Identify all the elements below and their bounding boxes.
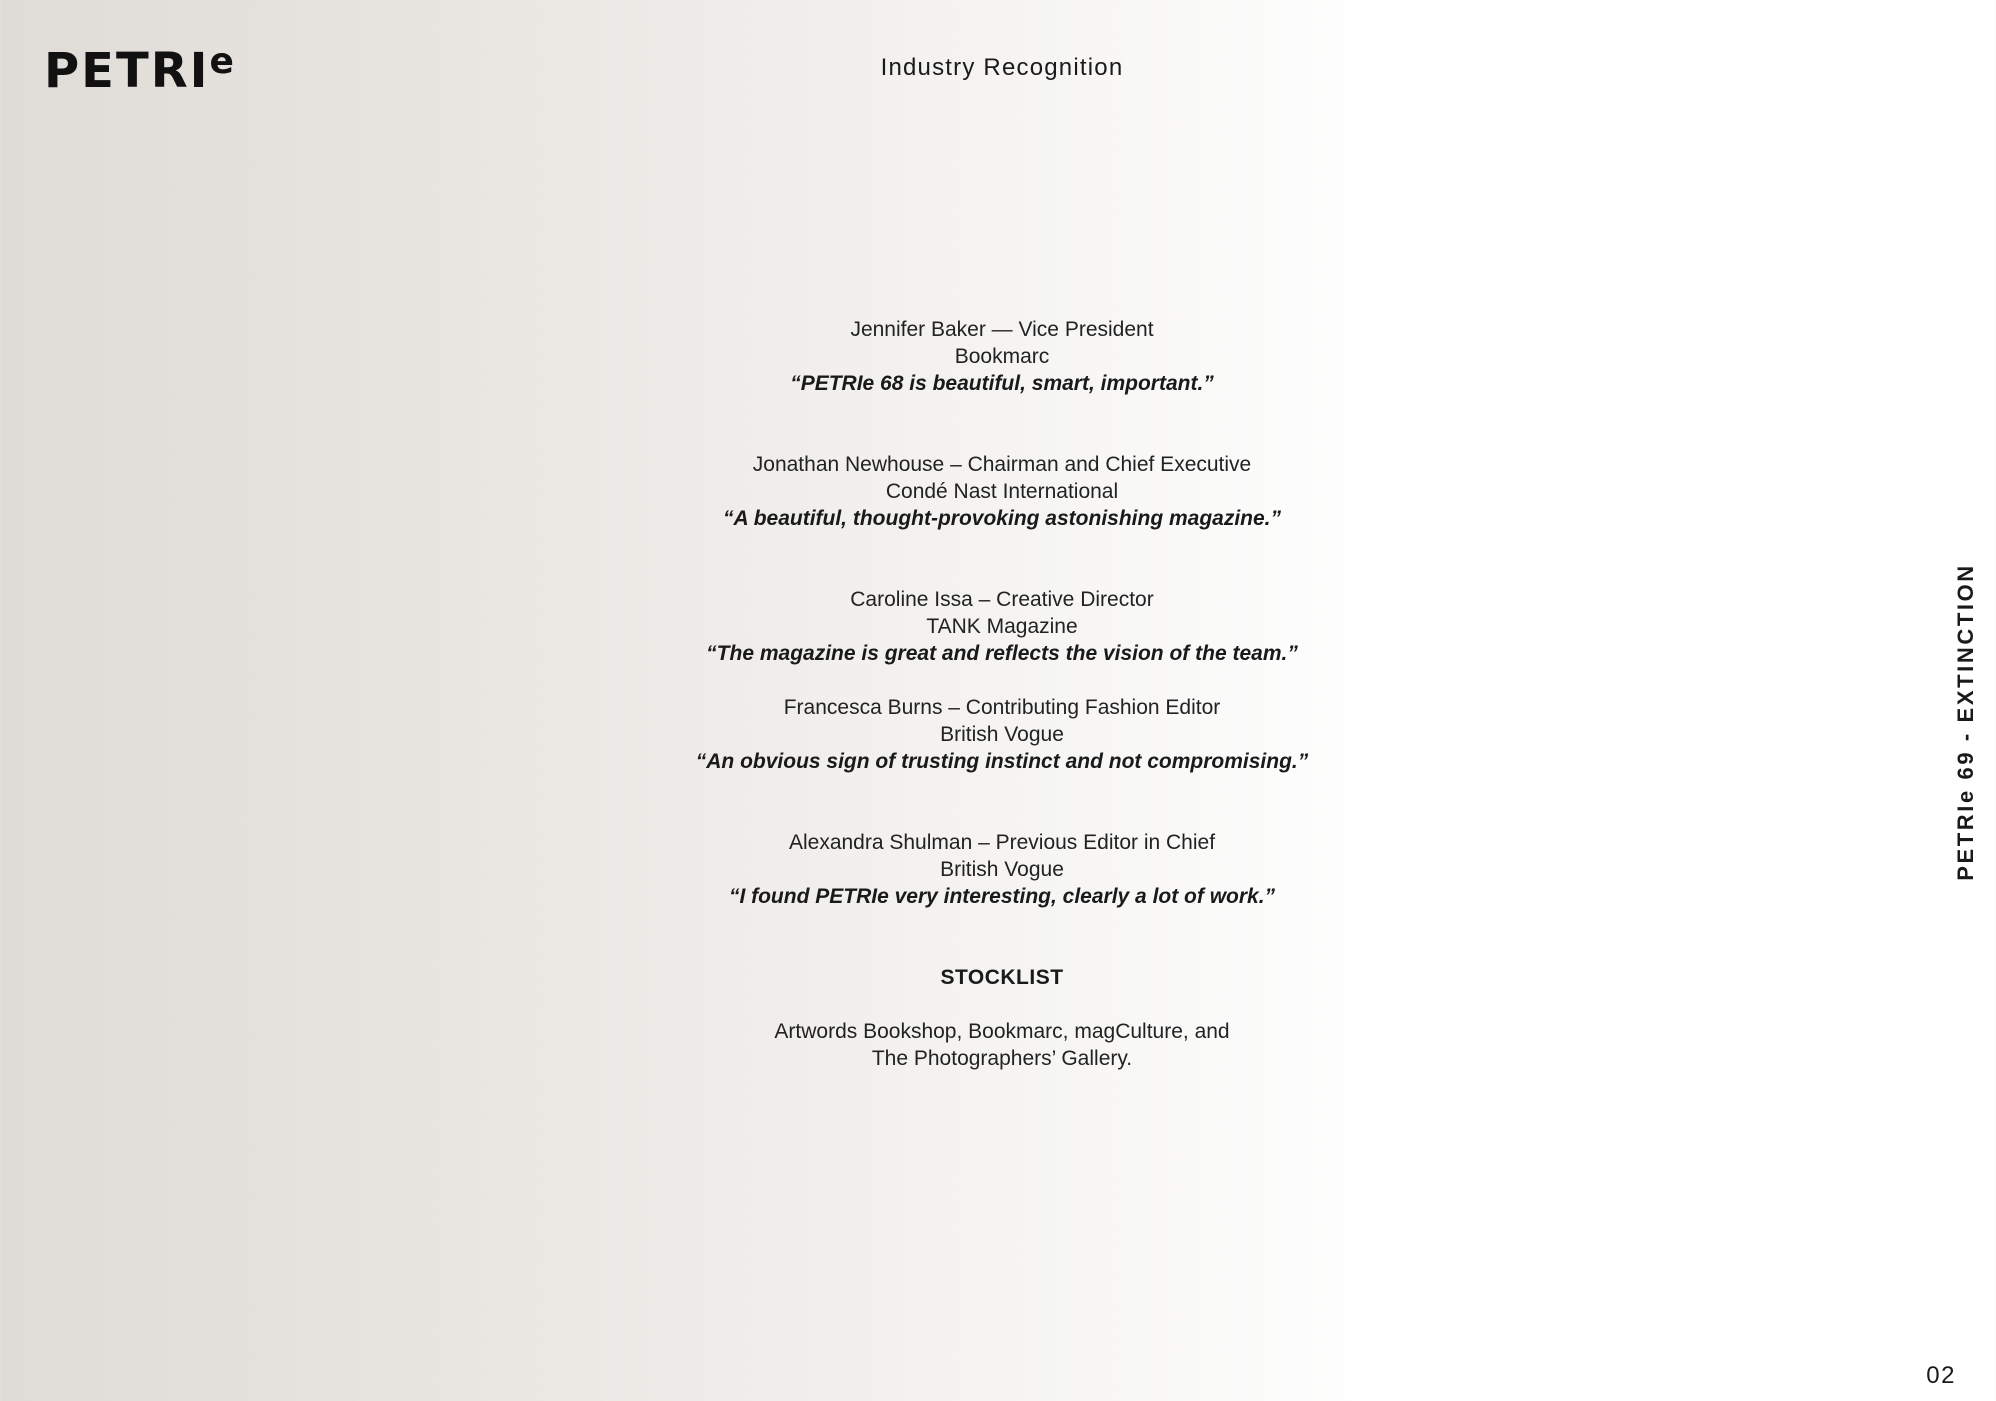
testimonial-organization: TANK Magazine — [926, 615, 1078, 638]
testimonial-name-role: Alexandra Shulman – Previous Editor in Chief — [788, 831, 1216, 854]
testimonial-quote: “A beautiful, thought-provoking astonishing magazine.” — [722, 507, 1282, 530]
logo-superscript: e — [209, 41, 234, 82]
testimonial-quote: “An obvious sign of trusting instinct and not compromising.” — [695, 750, 1309, 773]
testimonial-francesca-burns — [600, 694, 1404, 775]
stocklist-line: The Photographers’ Gallery. — [871, 1047, 1133, 1070]
stocklist-section — [600, 964, 1404, 1072]
testimonial-alexandra-shulman — [600, 829, 1404, 910]
stocklist-line: Artwords Bookshop, Bookmarc, magCulture, and — [774, 1020, 1230, 1043]
testimonial-organization: British Vogue — [940, 723, 1064, 746]
testimonial-name-role: Jonathan Newhouse – Chairman and Chief Executive — [752, 453, 1252, 476]
testimonial-quote: “PETRIe 68 is beautiful, smart, important.” — [790, 372, 1214, 395]
recognition-content — [600, 316, 1404, 1072]
stocklist-heading: STOCKLIST — [940, 966, 1064, 989]
testimonial-name-role: Jennifer Baker — Vice President — [850, 318, 1154, 341]
testimonial-quote: “The magazine is great and reflects the vision of the team.” — [706, 642, 1298, 665]
logo-text: PETRI — [44, 43, 210, 99]
page-title: Industry Recognition — [880, 54, 1124, 81]
testimonial-name-role: Caroline Issa – Creative Director — [850, 588, 1154, 611]
testimonial-caroline-issa — [600, 586, 1404, 667]
page-number: 02 — [1926, 1362, 1956, 1389]
testimonial-organization: Bookmarc — [954, 345, 1050, 368]
testimonial-name-role: Francesca Burns – Contributing Fashion Editor — [783, 696, 1221, 719]
testimonial-jennifer-baker — [600, 316, 1404, 397]
issue-side-label: PETRIe 69 - EXTINCTION — [1953, 563, 1978, 881]
testimonial-organization: Condé Nast International — [885, 480, 1119, 503]
testimonial-organization: British Vogue — [940, 858, 1064, 881]
testimonial-jonathan-newhouse — [600, 451, 1404, 532]
testimonial-quote: “I found PETRIe very interesting, clearly a lot of work.” — [728, 885, 1276, 908]
